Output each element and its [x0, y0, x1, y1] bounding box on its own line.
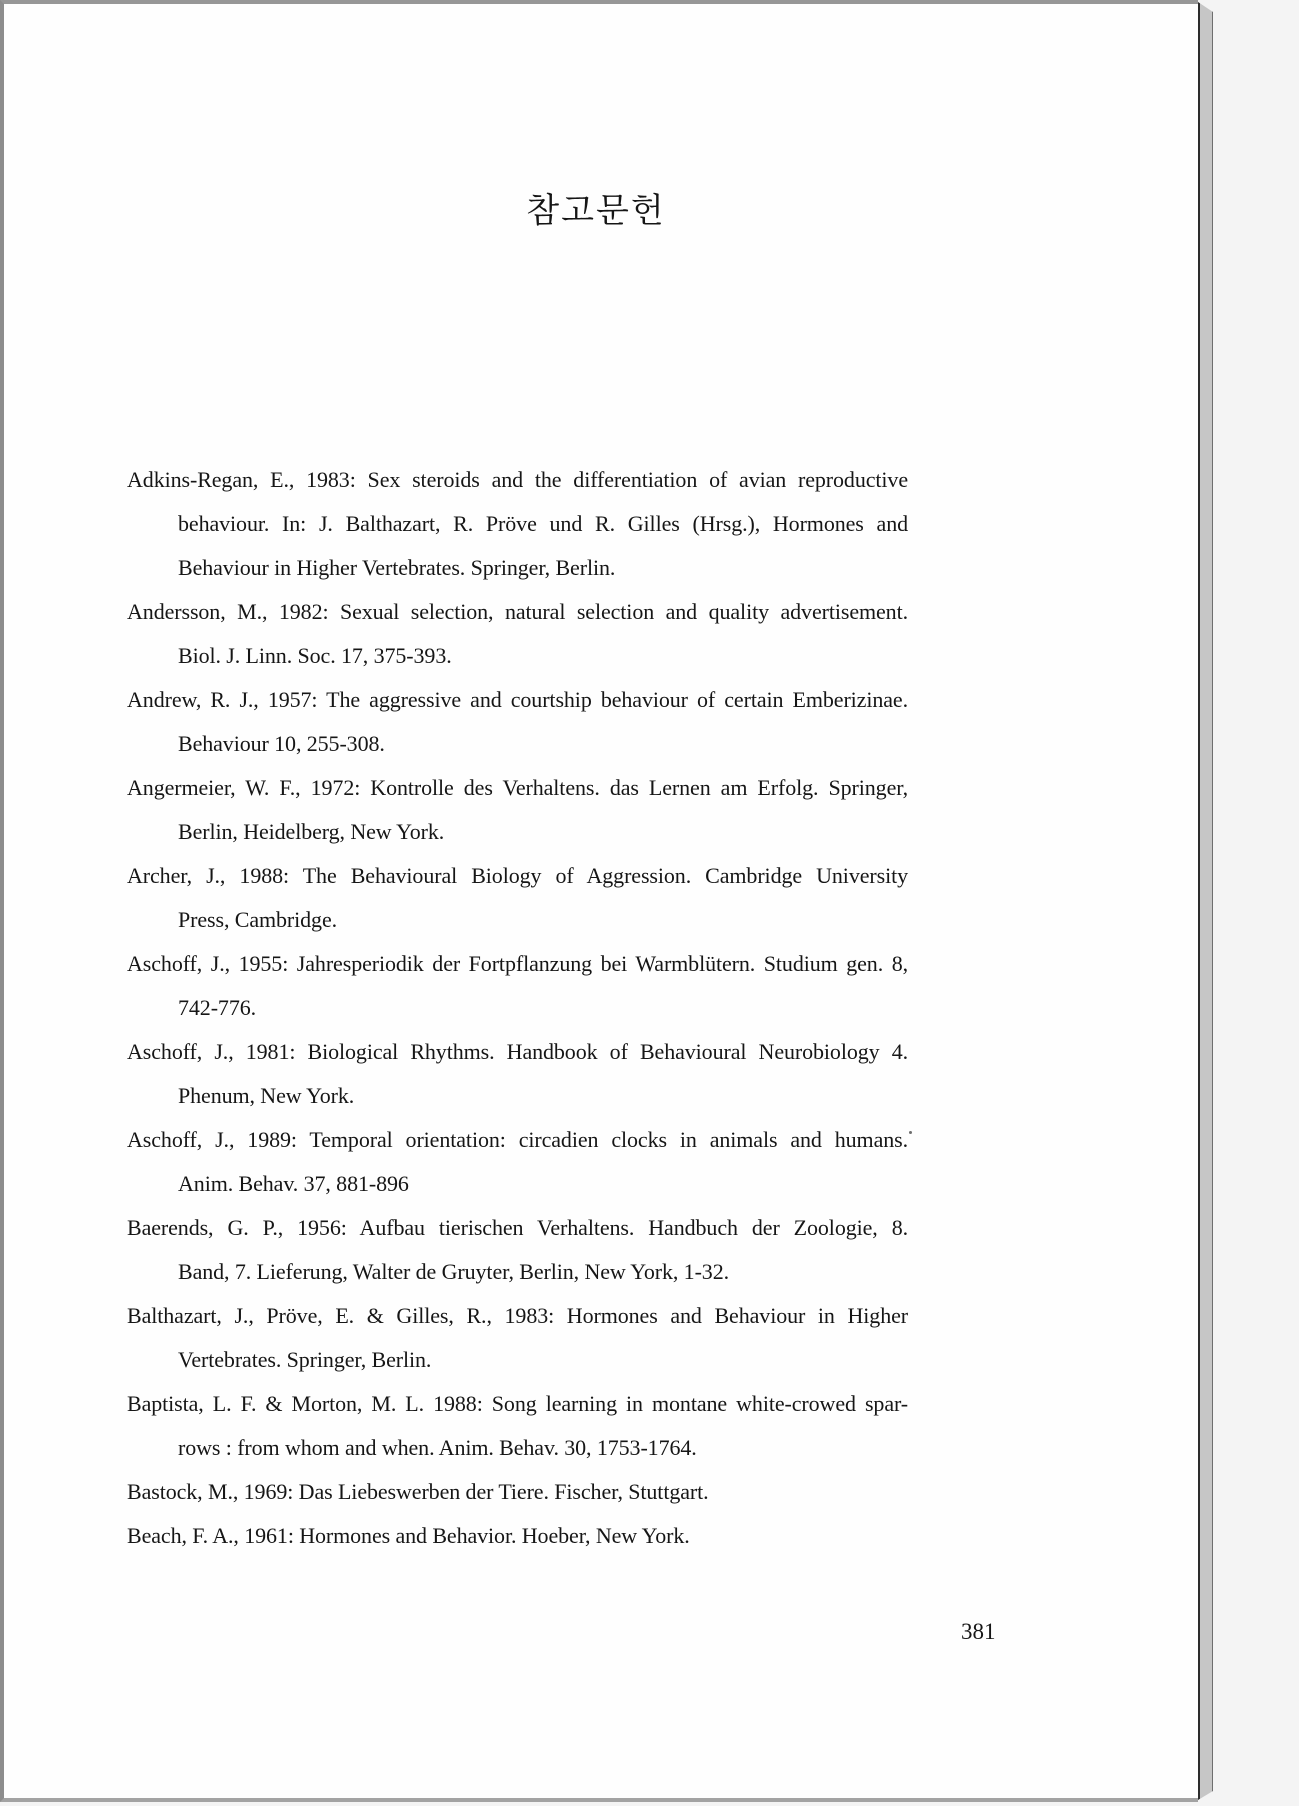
reference-entry — [127, 1118, 908, 1206]
reference-entry — [127, 1030, 908, 1118]
reference-line: Behaviour 10, 255-308. — [178, 731, 385, 756]
reference-line: Andersson, M., 1982: Sexual selection, natural selection and quality advertisement. — [127, 599, 908, 624]
reference-line: Archer, J., 1988: The Behavioural Biology of Aggression. Cambridge University — [127, 863, 908, 888]
reference-line: Band, 7. Lieferung, Walter de Gruyter, Berlin, New York, 1-32. — [178, 1259, 730, 1284]
reference-entry — [127, 458, 908, 590]
reference-line: Berlin, Heidelberg, New York. — [178, 819, 445, 844]
reference-line: rows : from whom and when. Anim. Behav. 30, 1753-1764. — [178, 1435, 697, 1460]
reference-line: Aschoff, J., 1955: Jahresperiodik der Fortpflanzung bei Warmblütern. Studium gen. 8, — [127, 951, 908, 976]
reference-line: Balthazart, J., Pröve, E. & Gilles, R., 1983: Hormones and Behaviour in Higher — [127, 1303, 908, 1328]
scan-speck — [909, 1131, 912, 1134]
reference-line: Adkins-Regan, E., 1983: Sex steroids and the differentiation of avian reproductive — [127, 467, 908, 492]
reference-list — [127, 458, 908, 1558]
reference-line: Baerends, G. P., 1956: Aufbau tierischen Verhaltens. Handbuch der Zoologie, 8. — [127, 1215, 908, 1240]
reference-line: Anim. Behav. 37, 881-896 — [178, 1171, 409, 1196]
reference-entry — [127, 1294, 908, 1382]
reference-line: behaviour. In: J. Balthazart, R. Pröve und R. Gilles (Hrsg.), Hormones and — [178, 511, 908, 536]
page-edge-strip — [1198, 2, 1213, 1800]
reference-line: Angermeier, W. F., 1972: Kontrolle des Verhaltens. das Lernen am Erfolg. Springer, — [127, 775, 908, 800]
reference-line: 742-776. — [178, 995, 257, 1020]
reference-entry — [127, 854, 908, 942]
reference-line: Baptista, L. F. & Morton, M. L. 1988: Song learning in montane white-crowed spar- — [127, 1391, 908, 1416]
reference-line: Aschoff, J., 1981: Biological Rhythms. Handbook of Behavioural Neurobiology 4. — [127, 1039, 908, 1064]
page-number: 381 — [961, 1619, 996, 1644]
page-title: 참고문헌 — [526, 193, 666, 230]
reference-line: Vertebrates. Springer, Berlin. — [178, 1347, 432, 1372]
reference-line: Biol. J. Linn. Soc. 17, 375-393. — [178, 643, 452, 668]
reference-entry — [127, 590, 908, 678]
reference-entry — [127, 1206, 908, 1294]
reference-line: Press, Cambridge. — [178, 907, 338, 932]
reference-line: Andrew, R. J., 1957: The aggressive and courtship behaviour of certain Emberizinae. — [127, 687, 908, 712]
reference-entry — [127, 678, 908, 766]
reference-line: Aschoff, J., 1989: Temporal orientation: circadien clocks in animals and humans. — [127, 1127, 908, 1152]
reference-entry — [127, 1470, 908, 1514]
reference-entry — [127, 1382, 908, 1470]
reference-entry — [127, 1514, 908, 1558]
reference-line: Beach, F. A., 1961: Hormones and Behavior. Hoeber, New York. — [127, 1523, 690, 1548]
reference-line: Bastock, M., 1969: Das Liebeswerben der Tiere. Fischer, Stuttgart. — [127, 1479, 709, 1504]
reference-line: Behaviour in Higher Vertebrates. Springer, Berlin. — [178, 555, 616, 580]
reference-entry — [127, 766, 908, 854]
reference-entry — [127, 942, 908, 1030]
reference-line: Phenum, New York. — [178, 1083, 355, 1108]
